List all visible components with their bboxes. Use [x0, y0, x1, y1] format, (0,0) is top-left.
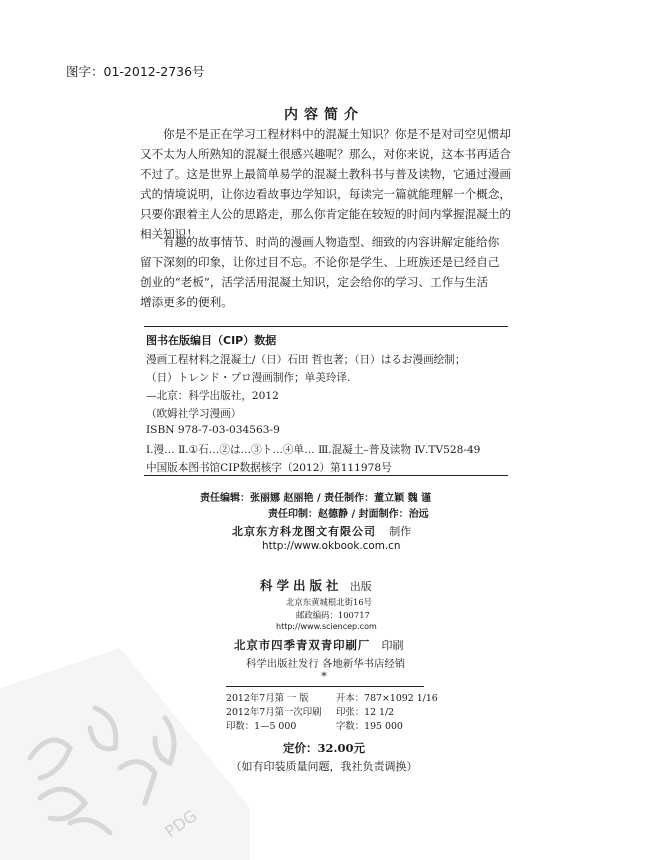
summary-line: 增添更多的便利。 — [140, 295, 233, 309]
sheets-info: 印张：12 1/2 — [336, 707, 395, 718]
watermark-stamp-icon — [0, 648, 250, 860]
publisher-name: 科学出版社 — [260, 578, 343, 593]
printing-info: 2012年7月第一次印刷 — [226, 707, 322, 718]
format-info: 开本：787×1092 1/16 — [336, 693, 438, 704]
cip-line: 漫画工程材料之混凝土/（日）石田 哲也著；（日）はるお漫画绘制； — [146, 354, 466, 366]
printer-name: 北京市四季青双青印刷厂 — [234, 638, 371, 652]
summary-line: 相关知识！ — [140, 227, 198, 241]
summary-line: 留下深刻的印象，让你过目不忘。不论你是学生、上班族还是已经自己 — [140, 255, 500, 269]
producer-role: 制作 — [389, 525, 412, 538]
price: 定价：32.00元 — [282, 741, 365, 755]
printer-line — [234, 637, 404, 653]
cip-line: 中国版本图书馆CIP数据核字（2012）第111978号 — [146, 462, 392, 474]
summary-paragraph-2 — [140, 232, 500, 312]
copies-info: 印数：1—5 000 — [226, 721, 297, 732]
cip-heading: 图书在版编目（CIP）数据 — [146, 334, 277, 347]
producer-url: http://www.okbook.com.cn — [262, 540, 401, 552]
producer-credit — [232, 523, 411, 539]
cip-line: ISBN 978-7-03-034563-9 — [146, 424, 280, 436]
summary-line: 创业的“老板”，活学活用混凝土知识，定会给你的学习、工作与生活 — [140, 275, 489, 289]
section-title: 内容简介 — [284, 107, 364, 123]
summary-line: 不过了。这是世界上最简单易学的混凝土教科书与普及读物，它通过漫画 — [140, 167, 512, 181]
publisher-role: 出版 — [349, 580, 372, 593]
publisher-line — [260, 576, 372, 594]
summary-line: 又不太为人所熟知的混凝土很感兴趣呢？那么，对你来说，这本书再适合 — [140, 147, 512, 161]
cip-line: —北京：科学出版社，2012 — [146, 390, 279, 402]
publisher-address: 北京东黄城根北街16号 — [286, 597, 373, 607]
editor-credits: 责任编辑：张丽娜 赵丽艳 / 责任制作：董立颖 魏 谨 — [200, 493, 432, 504]
summary-line: 式的情境说明，让你边看故事边学知识，每读完一篇就能理解一个概念， — [140, 187, 512, 201]
publisher-postcode: 邮政编码：100717 — [296, 610, 370, 620]
cip-line: Ⅰ.漫… Ⅱ.①石…②は…③ト…④单… Ⅲ.混凝土–普及读物 Ⅳ.TV528-49 — [146, 444, 481, 456]
distribution-line: 科学出版社发行 各地新华书店经销 — [246, 658, 406, 670]
quality-notice: （如有印装质量问题，我社负责调换） — [230, 760, 418, 773]
edition-info: 2012年7月第 一 版 — [226, 693, 309, 704]
cip-line: （日）トレンド・プロ漫画制作；单美玲译. — [146, 372, 351, 384]
words-info: 字数：195 000 — [336, 721, 403, 732]
summary-paragraph-1 — [140, 124, 512, 244]
production-credits: 责任印制：赵德静 / 封面制作：治远 — [268, 509, 429, 520]
printer-role: 印刷 — [381, 639, 404, 652]
asterisk-separator: * — [321, 670, 327, 683]
record-number: 图字：01-2012-2736号 — [66, 64, 205, 79]
producer-name: 北京东方科龙图文有限公司 — [232, 525, 376, 538]
watermark-label: PDG — [161, 805, 201, 842]
cip-line: （欧姆社学习漫画） — [146, 408, 242, 420]
imprint-rule — [226, 686, 424, 687]
publisher-website: http://www.sciencep.com — [276, 622, 377, 631]
cip-bottom-rule — [144, 475, 508, 476]
summary-line: 你是不是正在学习工程材料中的混凝土知识？你是不是对司空见惯却 — [163, 127, 511, 141]
summary-line: 有趣的故事情节、时尚的漫画人物造型、细致的内容讲解定能给你 — [163, 235, 500, 249]
summary-line: 只要你跟着主人公的思路走，那么你肯定能在较短的时间内掌握混凝土的 — [140, 207, 512, 221]
cip-top-rule — [144, 326, 508, 327]
